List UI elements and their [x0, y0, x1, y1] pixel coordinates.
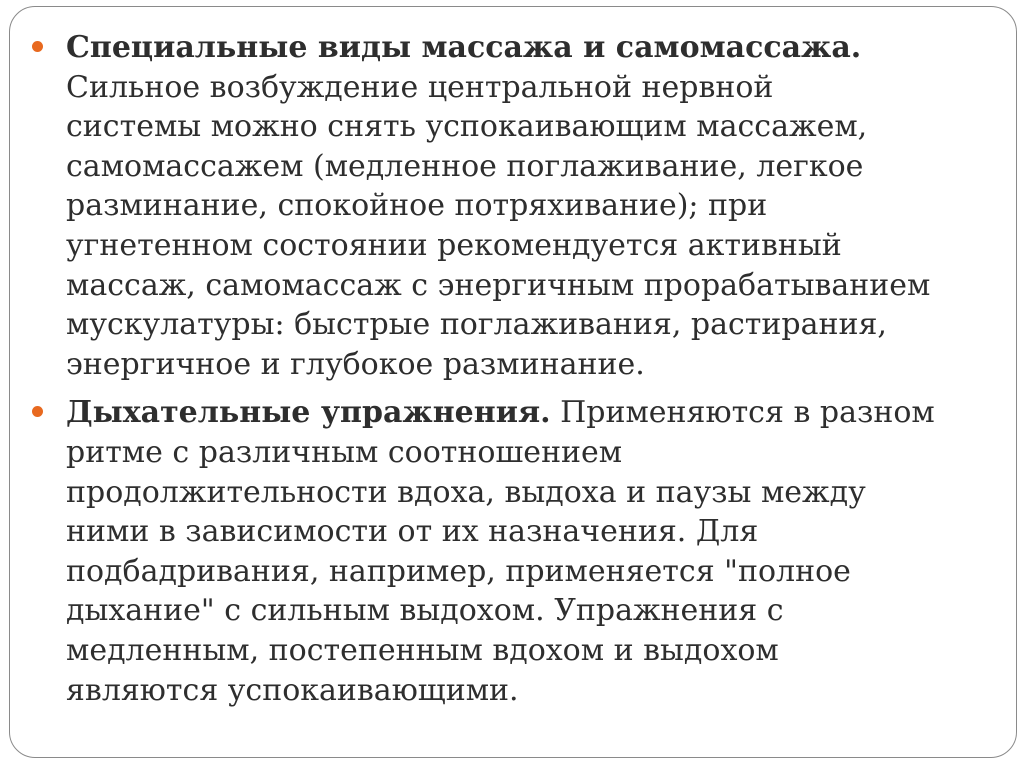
- bullet-first-line: [66, 393, 980, 433]
- text-line: дыхание" с сильным выдохом. Упражнения с: [66, 593, 784, 629]
- text-line-rest: Применяются в разном: [550, 395, 935, 431]
- text-line: разминание, спокойное потряхивание); при: [66, 188, 768, 224]
- text-line: массаж, самомассаж с энергичным прорабатыванием: [66, 267, 931, 303]
- text-line: энергичное и глубокое разминание.: [66, 346, 645, 382]
- bullet-heading-breathing: Дыхательные упражнения.: [66, 395, 551, 431]
- text-line: Сильное возбуждение центральной нервной: [66, 69, 774, 105]
- text-line: системы можно снять успокаивающим массажем,: [66, 109, 868, 145]
- bullet-item-massage: [30, 28, 980, 384]
- slide-content: [30, 28, 980, 719]
- bullet-dot-icon: [32, 406, 43, 417]
- bullet-dot-icon: [32, 41, 43, 52]
- bullet-item-breathing: [30, 393, 980, 710]
- text-line: самомассажем (медленное поглаживание, легкое: [66, 148, 864, 184]
- text-line: являются успокаивающими.: [66, 672, 519, 708]
- text-line: медленным, постепенным вдохом и выдохом: [66, 632, 779, 668]
- text-line: мускулатуры: быстрые поглаживания, растирания,: [66, 307, 887, 343]
- text-line: подбадривания, например, применяется "полное: [66, 553, 851, 589]
- text-line: ними в зависимости от их назначения. Для: [66, 514, 759, 550]
- text-line: угнетенном состоянии рекомендуется активный: [66, 227, 842, 263]
- text-line: продолжительности вдоха, выдоха и паузы между: [66, 474, 866, 510]
- text-line: ритме с различным соотношением: [66, 434, 623, 470]
- bullet-heading-massage: Специальные виды массажа и самомассажа.: [66, 30, 862, 65]
